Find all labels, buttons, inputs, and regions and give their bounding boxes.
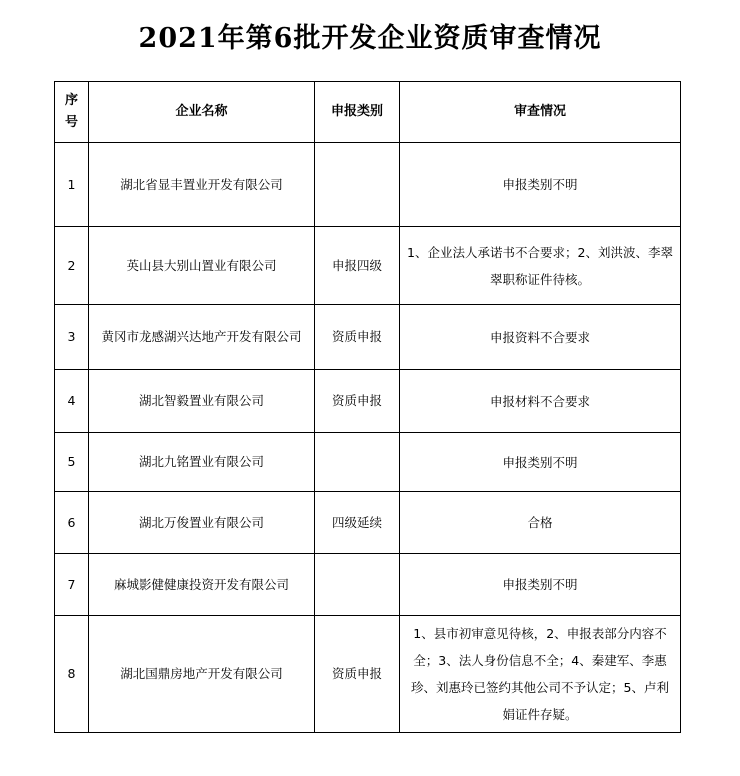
cell-company: 黄冈市龙感湖兴达地产开发有限公司: [89, 305, 315, 370]
cell-no: 1: [55, 143, 89, 227]
cell-review: 申报类别不明: [400, 143, 681, 227]
cell-review: 合格: [400, 492, 681, 554]
cell-no: 6: [55, 492, 89, 554]
cell-review: 1、企业法人承诺书不合要求；2、刘洪波、李翠翠职称证件待核。: [400, 227, 681, 305]
cell-company: 麻城影健健康投资开发有限公司: [89, 554, 315, 616]
cell-category: 资质申报: [315, 370, 400, 433]
cell-review: 1、县市初审意见待核，2、申报表部分内容不全；3、法人身份信息不全；4、秦建军、李惠珍、刘惠玲已签约其他公司不予认定；5、卢利娟证件存疑。: [400, 616, 681, 733]
cell-category: [315, 433, 400, 492]
cell-review: 申报类别不明: [400, 433, 681, 492]
cell-category: 四级延续: [315, 492, 400, 554]
table-row: [55, 305, 681, 370]
cell-company: 湖北九铭置业有限公司: [89, 433, 315, 492]
cell-no: 3: [55, 305, 89, 370]
cell-company: 湖北智毅置业有限公司: [89, 370, 315, 433]
cell-category: [315, 143, 400, 227]
cell-company: 英山县大别山置业有限公司: [89, 227, 315, 305]
table-row: [55, 370, 681, 433]
cell-company: 湖北万俊置业有限公司: [89, 492, 315, 554]
page-title: 2021年第6批开发企业资质审查情况: [138, 23, 602, 54]
header-category: 申报类别: [315, 82, 400, 143]
cell-no: 8: [55, 616, 89, 733]
cell-category: 资质申报: [315, 305, 400, 370]
cell-review: 申报类别不明: [400, 554, 681, 616]
table-header-row: [55, 82, 681, 143]
table-row: [55, 554, 681, 616]
table-row: [55, 227, 681, 305]
cell-category: 申报四级: [315, 227, 400, 305]
cell-review: 申报资料不合要求: [400, 305, 681, 370]
cell-no: 7: [55, 554, 89, 616]
table-row: [55, 143, 681, 227]
cell-review: 申报材料不合要求: [400, 370, 681, 433]
header-review: 审查情况: [400, 82, 681, 143]
review-table: [54, 81, 681, 733]
header-no: 序号: [55, 82, 89, 143]
table-row: [55, 492, 681, 554]
cell-category: 资质申报: [315, 616, 400, 733]
cell-no: 4: [55, 370, 89, 433]
cell-company: 湖北国鼎房地产开发有限公司: [89, 616, 315, 733]
header-company: 企业名称: [89, 82, 315, 143]
cell-no: 5: [55, 433, 89, 492]
cell-company: 湖北省显丰置业开发有限公司: [89, 143, 315, 227]
cell-category: [315, 554, 400, 616]
cell-no: 2: [55, 227, 89, 305]
table-row: [55, 616, 681, 733]
table-row: [55, 433, 681, 492]
